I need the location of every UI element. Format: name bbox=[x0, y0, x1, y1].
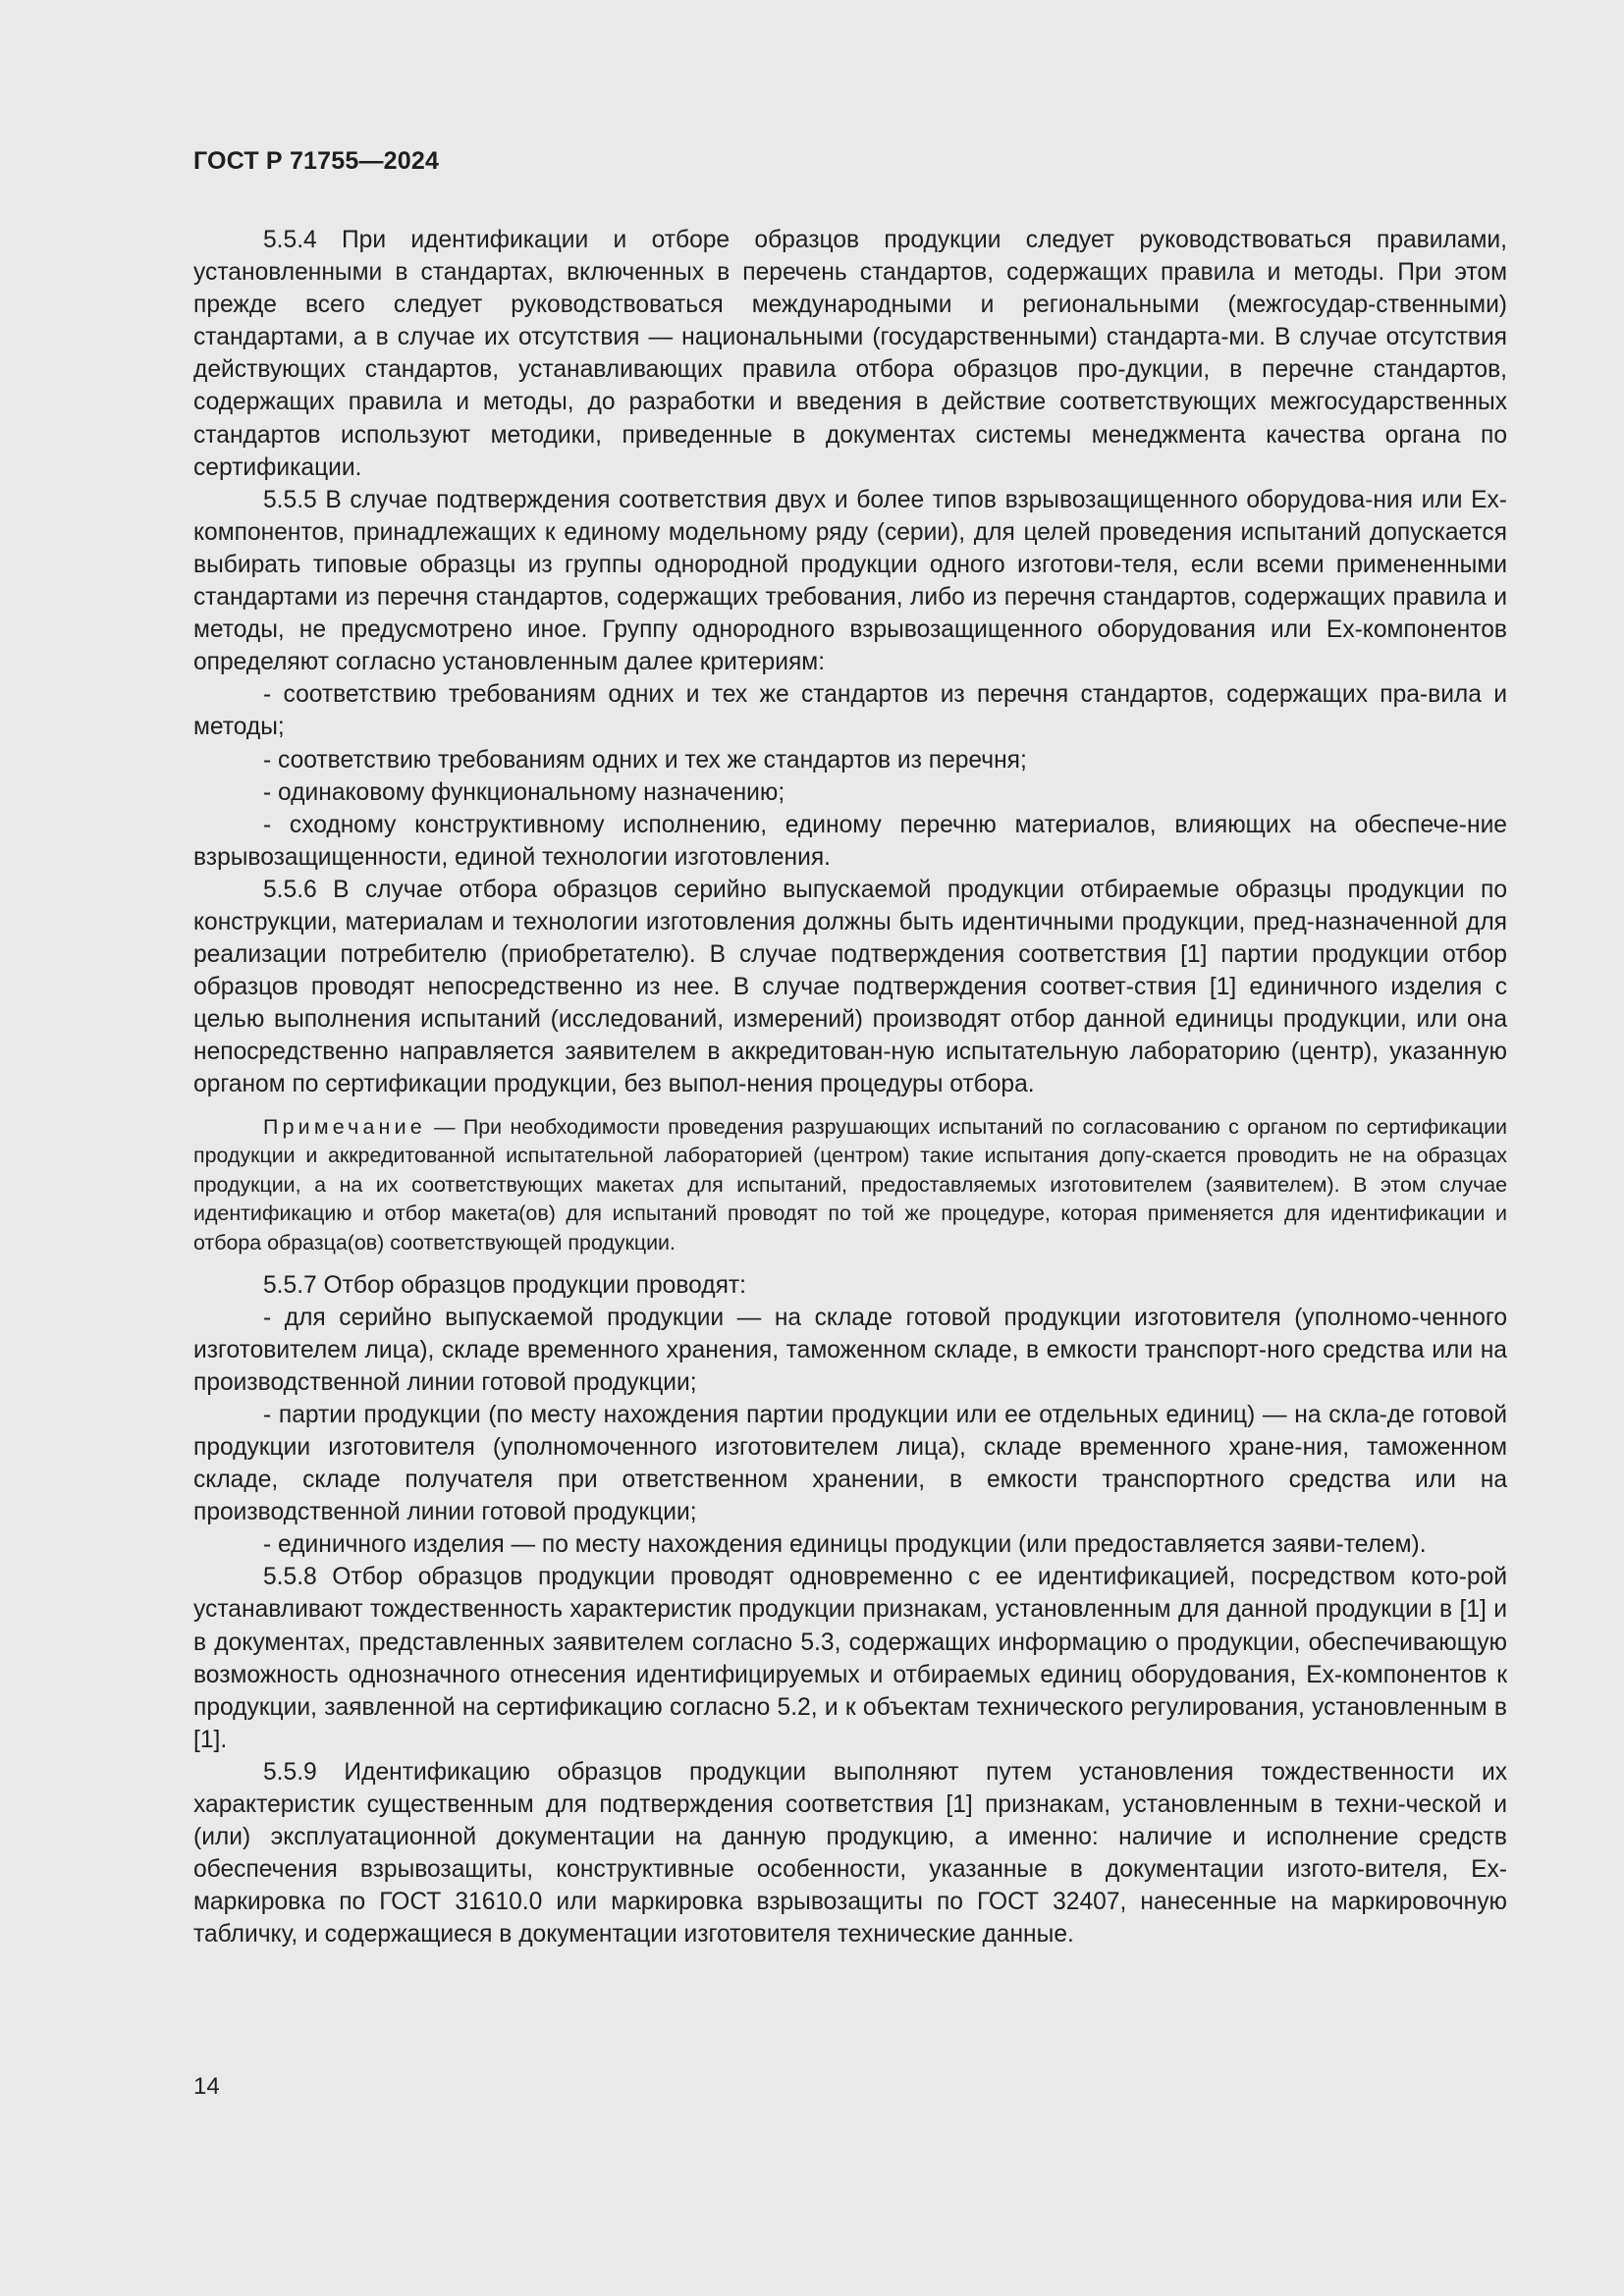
note bbox=[193, 1113, 1507, 1258]
clause-5-5-9: 5.5.9 Идентификацию образцов продукции выполняют путем установления тождественности их характеристик существенным для подтверждения соответствия [1] признакам, установленным в техни-ческой и (или) эксплуатационной документации на данную продукцию, а именно: наличие и исполнение средств обеспечения взрывозащиты, конструктивные особенности, указанные в документации изгото-вителя, Ex-маркировка по ГОСТ 31610.0 или маркировка взрывозащиты по ГОСТ 32407, нанесенные на маркировочную табличку, и содержащиеся в документации изготовителя технические данные. bbox=[193, 1758, 1507, 1949]
clause-5-5-4: 5.5.4 При идентификации и отборе образцов продукции следует руководствоваться правилами, установленными в стандартах, включенных в перечень стандартов, содержащих правила и методы. При этом прежде всего следует руководствоваться международными и региональными (межгосудар-ственными) стандартами, а в случае их отсутствия — национальными (государственными) стандарта-ми. В случае отсутствия действующих стандартов, устанавливающих правила отбора образцов про-дукции, в перечне стандартов, содержащих правила и методы, до разработки и введения в действие соответствующих межгосударственных стандартов используют методики, приведенные в документах системы менеджмента качества органа по сертификации. bbox=[193, 227, 1507, 481]
note-text: — При необходимости проведения разрушающих испытаний по согласованию с органом по сертификации продукции и аккредитованной испытательной лабораторией (центром) такие испытания допу-скается проводить не на образцах продукции, а на их соответствующих макетах для испытаний, предоставляемых изготовителем (заявителем). В этом случае идентификацию и отбор макета(ов) для испытаний проводят по той же процедуре, которая применяется для идентификации и отбора образца(ов) соответствующей продукции. bbox=[193, 1114, 1507, 1255]
list-item: - соответствию требованиям одних и тех же стандартов из перечня стандартов, содержащих пра-вила и методы; bbox=[193, 681, 1507, 741]
list-item: - сходному конструктивному исполнению, единому перечню материалов, влияющих на обеспече-ние взрывозащищенности, единой технологии изготовления. bbox=[193, 811, 1507, 871]
document-header: ГОСТ Р 71755—2024 bbox=[193, 147, 440, 175]
note-label: Примечание bbox=[263, 1114, 426, 1139]
clause-5-5-6: 5.5.6 В случае отбора образцов серийно выпускаемой продукции отбираемые образцы продукции по конструкции, материалам и технологии изготовления должны быть идентичными продукции, пред-назначенной для реализации потребителю (приобретателю). В случае подтверждения соответствия [1] партии продукции отбор образцов проводят непосредственно из нее. В случае подтверждения соответ-ствия [1] единичного изделия с целью выполнения испытаний (исследований, измерений) производят отбор данной единицы продукции, или она непосредственно направляется заявителем в аккредитован-ную испытательную лабораторию (центр), указанную органом по сертификации продукции, без выпол-нения процедуры отбора. bbox=[193, 876, 1507, 1098]
list-item: - партии продукции (по месту нахождения партии продукции или ее отдельных единиц) — на скла-де готовой продукции изготовителя (уполномоченного изготовителем лица), складе временного хране-ния, таможенном складе, складе получателя при ответственном хранении, в емкости транспортного средства или на производственной линии готовой продукции; bbox=[193, 1401, 1507, 1526]
list-item: - для серийно выпускаемой продукции — на складе готовой продукции изготовителя (уполномо-ченного изготовителем лица), складе временного хранения, таможенном складе, в емкости транспорт-ного средства или на производственной линии готовой продукции; bbox=[193, 1304, 1507, 1396]
clause-5-5-5: 5.5.5 В случае подтверждения соответствия двух и более типов взрывозащищенного оборудова-ния или Ex-компонентов, принадлежащих к единому модельному ряду (серии), для целей проведения испытаний допускается выбирать типовые образцы из группы однородной продукции одного изготови-теля, если всеми примененными стандартами из перечня стандартов, содержащих требования, либо из перечня стандартов, содержащих правила и методы, не предусмотрено иное. Группу однородного взрывозащищенного оборудования или Ex-компонентов определяют согласно установленным далее критериям: bbox=[193, 486, 1507, 676]
clause-5-5-7: 5.5.7 Отбор образцов продукции проводят: bbox=[263, 1271, 747, 1299]
page-number: 14 bbox=[193, 2073, 220, 2100]
list-item: - одинаковому функциональному назначению; bbox=[263, 778, 785, 806]
document-body bbox=[193, 224, 1507, 1950]
clause-5-5-8: 5.5.8 Отбор образцов продукции проводят одновременно с ее идентификацией, посредством кото-рой устанавливают тождественность характеристик продукции признакам, установленным для данной продукции в [1] и в документах, представленных заявителем согласно 5.3, содержащих информацию о продукции, обеспечивающую возможность однозначного отнесения идентифицируемых и отбираемых единиц оборудования, Ex-компонентов к продукции, заявленной на сертификацию согласно 5.2, и к объектам технического регулирования, установленным в [1]. bbox=[193, 1564, 1507, 1753]
list-item: - единичного изделия — по месту нахождения единицы продукции (или предоставляется заяви-телем). bbox=[263, 1531, 1427, 1559]
list-item: - соответствию требованиям одних и тех же стандартов из перечня; bbox=[263, 746, 1027, 774]
